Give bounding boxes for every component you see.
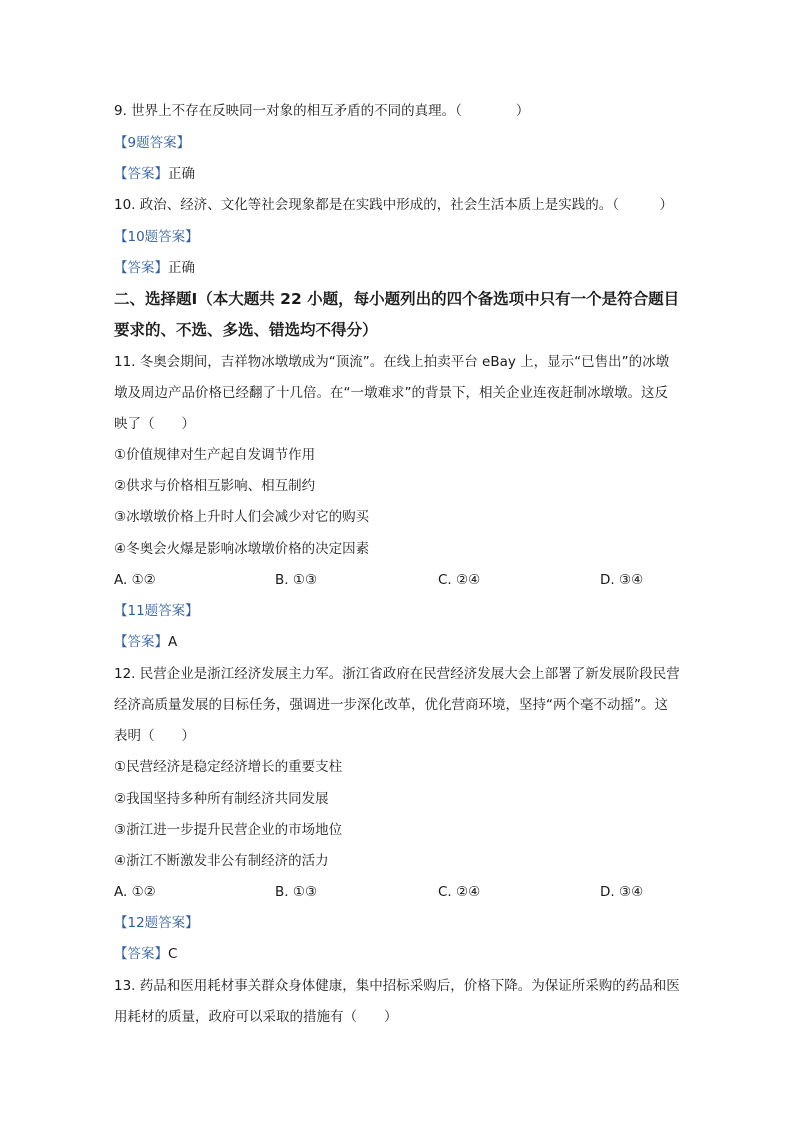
section-2-heading-line1: 二、选择题Ⅰ（本大题共 22 小题，每小题列出的四个备选项中只有一个是符合题目 bbox=[114, 290, 680, 308]
question-10-answer bbox=[114, 258, 694, 278]
question-12-answer-header: 【12题答案】 bbox=[114, 915, 199, 931]
answer-label: 【答案】 bbox=[114, 166, 168, 182]
question-11-option-a: A. ①② bbox=[114, 572, 156, 588]
question-12-item-3: ③浙江进一步提升民营企业的市场地位 bbox=[114, 822, 343, 838]
section-2-heading-line2: 要求的、不选、多选、错选均不得分） bbox=[114, 321, 378, 339]
question-11-answer bbox=[114, 632, 694, 652]
question-10-answer-header: 【10题答案】 bbox=[114, 229, 199, 245]
answer-value: C bbox=[168, 946, 178, 962]
question-13-stem-line2: 用耗材的质量，政府可以采取的措施有（ ） bbox=[114, 1009, 398, 1025]
question-9-answer bbox=[114, 164, 694, 184]
answer-label: 【答案】 bbox=[114, 634, 168, 650]
question-12-option-c: C. ②④ bbox=[438, 884, 481, 900]
question-12-option-d: D. ③④ bbox=[600, 884, 644, 900]
answer-value: 正确 bbox=[168, 260, 195, 276]
question-9-text: 9. 世界上不存在反映同一对象的相互矛盾的不同的真理。（ ） bbox=[114, 103, 530, 119]
question-11-stem-line2: 墩及周边产品价格已经翻了十几倍。在“一墩难求”的背景下，相关企业连夜赶制冰墩墩。这反 bbox=[114, 385, 668, 401]
question-13-stem-line1: 13. 药品和医用耗材事关群众身体健康，集中招标采购后，价格下降。为保证所采购的药品和医 bbox=[114, 978, 680, 994]
question-12-stem-line2: 经济高质量发展的目标任务，强调进一步深化改革，优化营商环境，坚持“两个毫不动摇”。这 bbox=[114, 697, 668, 713]
question-12-answer bbox=[114, 944, 694, 964]
question-12-item-1: ①民营经济是稳定经济增长的重要支柱 bbox=[114, 759, 343, 775]
question-11-item-2: ②供求与价格相互影响、相互制约 bbox=[114, 478, 316, 494]
question-12-item-2: ②我国坚持多种所有制经济共同发展 bbox=[114, 791, 329, 807]
question-11-item-3: ③冰墩墩价格上升时人们会减少对它的购买 bbox=[114, 509, 370, 525]
answer-label: 【答案】 bbox=[114, 946, 168, 962]
question-11-option-b: B. ①③ bbox=[275, 572, 318, 588]
question-12-item-4: ④浙江不断激发非公有制经济的活力 bbox=[114, 853, 329, 869]
question-11-item-4: ④冬奥会火爆是影响冰墩墩价格的决定因素 bbox=[114, 541, 370, 557]
question-11-option-d: D. ③④ bbox=[600, 572, 644, 588]
question-11-item-1: ①价值规律对生产起自发调节作用 bbox=[114, 447, 316, 463]
answer-label: 【答案】 bbox=[114, 260, 168, 276]
answer-value: A bbox=[168, 634, 178, 650]
question-10-text: 10. 政治、经济、文化等社会现象都是在实践中形成的，社会生活本质上是实践的。（ ） bbox=[114, 197, 674, 213]
question-11-option-c: C. ②④ bbox=[438, 572, 481, 588]
question-12-stem-line1: 12. 民营企业是浙江经济发展主力军。浙江省政府在民营经济发展大会上部署了新发展阶段民营 bbox=[114, 666, 680, 682]
question-9-answer-header: 【9题答案】 bbox=[114, 135, 191, 151]
question-12-stem-line3: 表明（ ） bbox=[114, 728, 195, 744]
question-12-option-a: A. ①② bbox=[114, 884, 156, 900]
question-11-answer-header: 【11题答案】 bbox=[114, 603, 199, 619]
question-12-option-b: B. ①③ bbox=[275, 884, 318, 900]
question-11-stem-line1: 11. 冬奥会期间，吉祥物冰墩墩成为“顶流”。在线上拍卖平台 eBay 上，显示“已售出”的冰墩 bbox=[114, 354, 670, 370]
answer-value: 正确 bbox=[168, 166, 195, 182]
question-11-stem-line3: 映了（ ） bbox=[114, 416, 195, 432]
